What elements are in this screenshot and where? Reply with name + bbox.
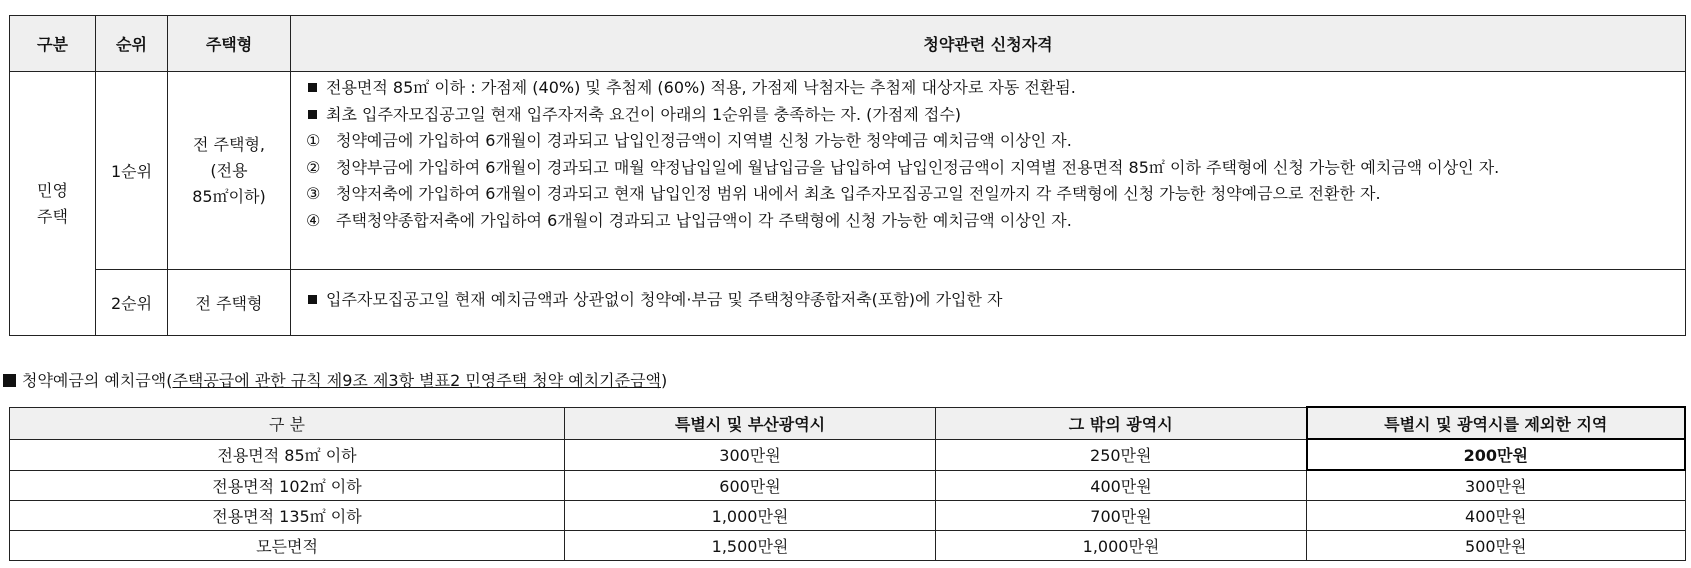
deposit-header-category: 구 분 — [10, 407, 565, 439]
condition-text: 주택청약종합저축에 가입하여 6개월이 경과되고 납입금액이 각 주택형에 신청 가능한 예치금액 이상인 자. — [336, 210, 1072, 230]
category-cell — [10, 72, 96, 336]
rank2-housing-type: 전 주택형 — [168, 270, 291, 336]
table-row — [10, 439, 1686, 470]
rank2-bullet — [301, 287, 1675, 314]
condition-item-3 — [301, 181, 1675, 208]
category-line-2: 주택 — [37, 206, 68, 226]
table-row-rank1 — [10, 72, 1686, 270]
deposit-amount: 300만원 — [565, 439, 936, 470]
condition-marker: ② — [306, 157, 321, 177]
deposit-amount: 400만원 — [1307, 501, 1686, 531]
deposit-amount: 300만원 — [1307, 470, 1686, 501]
eligibility-header-row — [10, 16, 1686, 72]
condition-marker: ④ — [306, 210, 321, 230]
deposit-header-other-metro: 그 밖의 광역시 — [936, 407, 1307, 439]
rank1-housing-type-line-3: 85㎡이하) — [192, 186, 266, 206]
deposit-header-row — [10, 407, 1686, 439]
deposit-amount: 1,000만원 — [936, 531, 1307, 561]
header-housing-type: 주택형 — [168, 16, 291, 72]
rank2-eligibility-content — [291, 270, 1686, 336]
table-row-rank2 — [10, 270, 1686, 336]
deposit-amount: 1,500만원 — [565, 531, 936, 561]
deposit-header-other-regions: 특별시 및 광역시를 제외한 지역 — [1307, 407, 1686, 439]
deposit-amount: 250만원 — [936, 439, 1307, 470]
rank1-housing-type-line-2: (전용 — [210, 160, 248, 180]
deposit-section-title — [3, 368, 667, 391]
square-heading-icon — [3, 374, 16, 387]
table-row — [10, 470, 1686, 501]
deposit-amount: 1,000만원 — [565, 501, 936, 531]
deposit-title-prefix: 청약예금의 예치금액( — [22, 371, 173, 390]
condition-marker: ③ — [306, 184, 321, 203]
category-line-1: 민영 — [37, 180, 68, 200]
deposit-header-seoul-busan: 특별시 및 부산광역시 — [565, 407, 936, 439]
deposit-amount: 700만원 — [936, 501, 1307, 531]
deposit-amount: 400만원 — [936, 470, 1307, 501]
condition-item-2 — [301, 155, 1675, 182]
rank1-label: 1순위 — [96, 72, 168, 270]
square-bullet-icon — [308, 110, 317, 119]
eligibility-table — [9, 15, 1686, 336]
header-rank: 순위 — [96, 16, 168, 72]
rank2-label: 2순위 — [96, 270, 168, 336]
rank1-bullet-1-text: 전용면적 85㎡ 이하 : 가점제 (40%) 및 추첨제 (60%) 적용, 가점제 낙첨자는 추첨제 대상자로 자동 전환됨. — [326, 78, 1076, 97]
deposit-title-suffix: ) — [660, 371, 668, 390]
square-bullet-icon — [308, 295, 317, 304]
deposit-amount-highlighted: 200만원 — [1307, 439, 1686, 470]
condition-item-1 — [301, 128, 1675, 155]
deposit-amount: 600만원 — [565, 470, 936, 501]
deposit-area-label: 전용면적 85㎡ 이하 — [10, 439, 565, 470]
rank1-housing-type — [168, 72, 291, 270]
rank1-bullet-2 — [301, 102, 1675, 129]
rank1-bullet-1 — [301, 75, 1675, 102]
rank1-housing-type-line-1: 전 주택형, — [193, 134, 265, 154]
rank2-bullet-text: 입주자모집공고일 현재 예치금액과 상관없이 청약예·부금 및 주택청약종합저축(포함)에 가입한 자 — [326, 290, 1003, 310]
deposit-area-label: 전용면적 102㎡ 이하 — [10, 470, 565, 501]
deposit-title-regulation: 주택공급에 관한 규칙 제9조 제3항 별표2 민영주택 청약 예치기준금액 — [172, 371, 661, 390]
table-row — [10, 531, 1686, 561]
deposit-table — [9, 406, 1686, 561]
rank1-eligibility-content — [291, 72, 1686, 270]
table-row — [10, 501, 1686, 531]
rank1-bullet-2-text: 최초 입주자모집공고일 현재 입주자저축 요건이 아래의 1순위를 충족하는 자. (가점제 접수) — [326, 104, 962, 124]
condition-text: 청약예금에 가입하여 6개월이 경과되고 납입인정금액이 지역별 신청 가능한 청약예금 예치금액 이상인 자. — [336, 131, 1072, 150]
header-category: 구분 — [10, 16, 96, 72]
condition-marker: ① — [306, 131, 321, 150]
condition-text: 청약저축에 가입하여 6개월이 경과되고 현재 납입인정 범위 내에서 최초 입주자모집공고일 전일까지 각 주택형에 신청 가능한 청약예금으로 전환한 자. — [336, 184, 1381, 203]
condition-item-4 — [301, 208, 1675, 235]
deposit-area-label: 전용면적 135㎡ 이하 — [10, 501, 565, 531]
header-eligibility: 청약관련 신청자격 — [291, 16, 1686, 72]
condition-text: 청약부금에 가입하여 6개월이 경과되고 매월 약정납입일에 월납입금을 납입하여 납입인정금액이 지역별 전용면적 85㎡ 이하 주택형에 신청 가능한 예치금액 이상인 자. — [336, 157, 1500, 177]
deposit-amount: 500만원 — [1307, 531, 1686, 561]
square-bullet-icon — [308, 83, 317, 92]
deposit-area-label: 모든면적 — [10, 531, 565, 561]
